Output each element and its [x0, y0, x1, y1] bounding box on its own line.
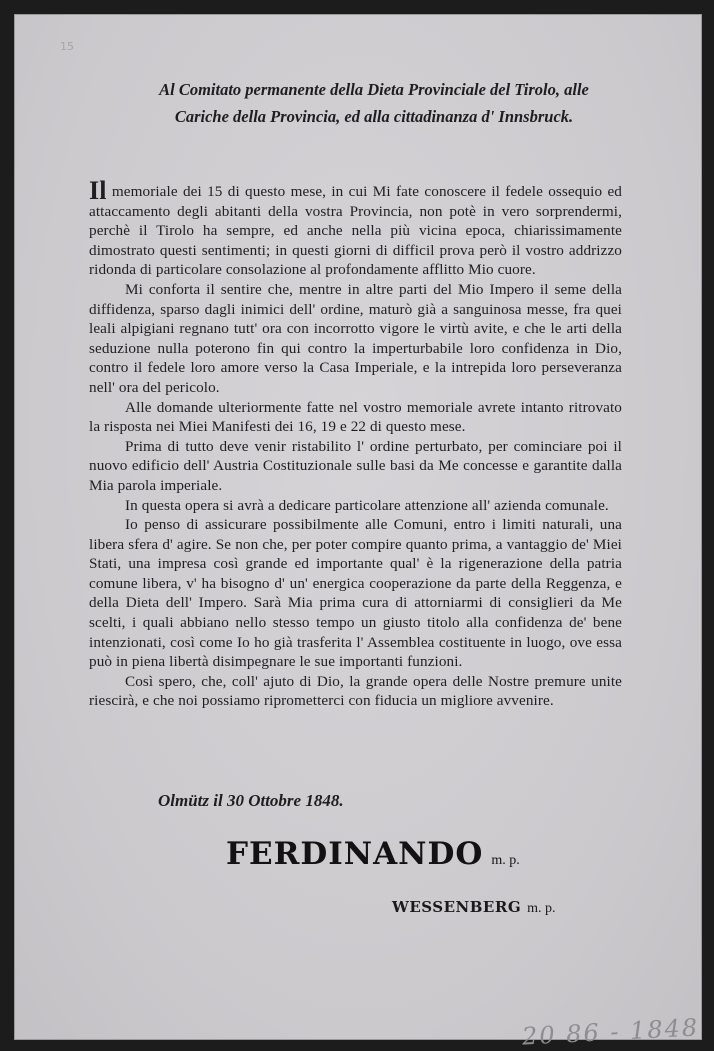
paragraph-2: Mi conforta il sentire che, mentre in altre parti del Mio Impero il seme della diffidenza, sparso dagli inimici dell' ordine, maturò già a sanguinosa messe, fra quei leali alpigiani regnano tutt' ora con incorrotto vigore le virtù avite, e che le arti della seduzione nulla poterono fin qui contro la imperturbabile loro confidenza in Dio, contro il fedele loro amore verso la Casa Imperiale, e la intrepida loro perseveranza nell' ora del pericolo. [89, 280, 622, 396]
paragraph-1-text: memoriale dei 15 di questo mese, in cui Mi fate conoscere il fedele ossequio ed attaccamento degli abitanti della vostra Provincia, non potè in vero sorprendermi, perchè il Tirolo ha sempre, ed anche nella più vicina epoca, chiarissimamente dimostrato questi sentimenti; in questi giorni di difficil prova però il vostro addrizzo ridonda di particolare consolazione al profondamente afflitto Mio cuore. [89, 183, 622, 279]
signature-name: FERDINANDO [226, 836, 484, 872]
countersignature [392, 898, 556, 917]
paragraph-5: In questa opera si avrà a dedicare particolare attenzione all' azienda comunale. [125, 496, 609, 514]
drop-cap: Il [89, 176, 107, 205]
paragraph-7: Così spero, che, coll' ajuto di Dio, la grande opera delle Nostre premure unite riescirà, e che noi possiamo riprometterci con fiducia un migliore avvenire. [89, 672, 622, 710]
address-heading [84, 76, 664, 130]
signature [226, 836, 520, 872]
address-line-2: Cariche della Provincia, ed alla cittadinanza d' Innsbruck. [174, 107, 574, 126]
archive-corner-mark: 15 [60, 40, 74, 53]
dateline: Olmütz il 30 Ottobre 1848. [158, 791, 344, 810]
paragraph-1 [89, 176, 622, 280]
countersign-suffix: m. p. [527, 901, 556, 916]
paragraph-6: Io penso di assicurare possibilmente alle Comuni, entro i limiti naturali, una libera sfera d' agire. Se non che, per poter compire quanto prima, a vantaggio de' Miei Stati, una impresa così grande ed importante qual' è la rigenerazione della patria comune libera, v' ha bisogno d' un' energica cooperazione da parte della Reggenza, e della Dieta dell' Impero. Sarà Mia prima cura di attorniarmi di consiglieri da Me scelti, i quali abbiano nello stesso tempo un giusto titolo alla confidenza de' bene intenzionati, così come Io ho già trasferita l' Assemblea costituente in luogo, ove essa può in piena libertà disimpegnare le sue importanti funzioni. [89, 516, 622, 671]
countersign-name: WESSENBERG [392, 898, 522, 916]
paragraph-4: Prima di tutto deve venir ristabilito l' ordine perturbato, per cominciare poi il nuovo edificio dell' Austria Costituzionale sulle basi da Me concesse e garantite dalla Mia parola imperiale. [89, 437, 622, 494]
address-line-1: Al Comitato permanente della Dieta Provinciale del Tirolo, alle [159, 80, 589, 99]
handwritten-archive-note: 20 86 - 1848 [521, 1013, 700, 1051]
paragraph-3: Alle domande ulteriormente fatte nel vostro memoriale avrete intanto ritrovato la risposta nei Miei Manifesti dei 16, 19 e 22 di questo mese. [89, 398, 622, 436]
signature-suffix: m. p. [491, 853, 520, 868]
document-page [14, 14, 702, 1051]
proclamation-body [89, 176, 622, 711]
